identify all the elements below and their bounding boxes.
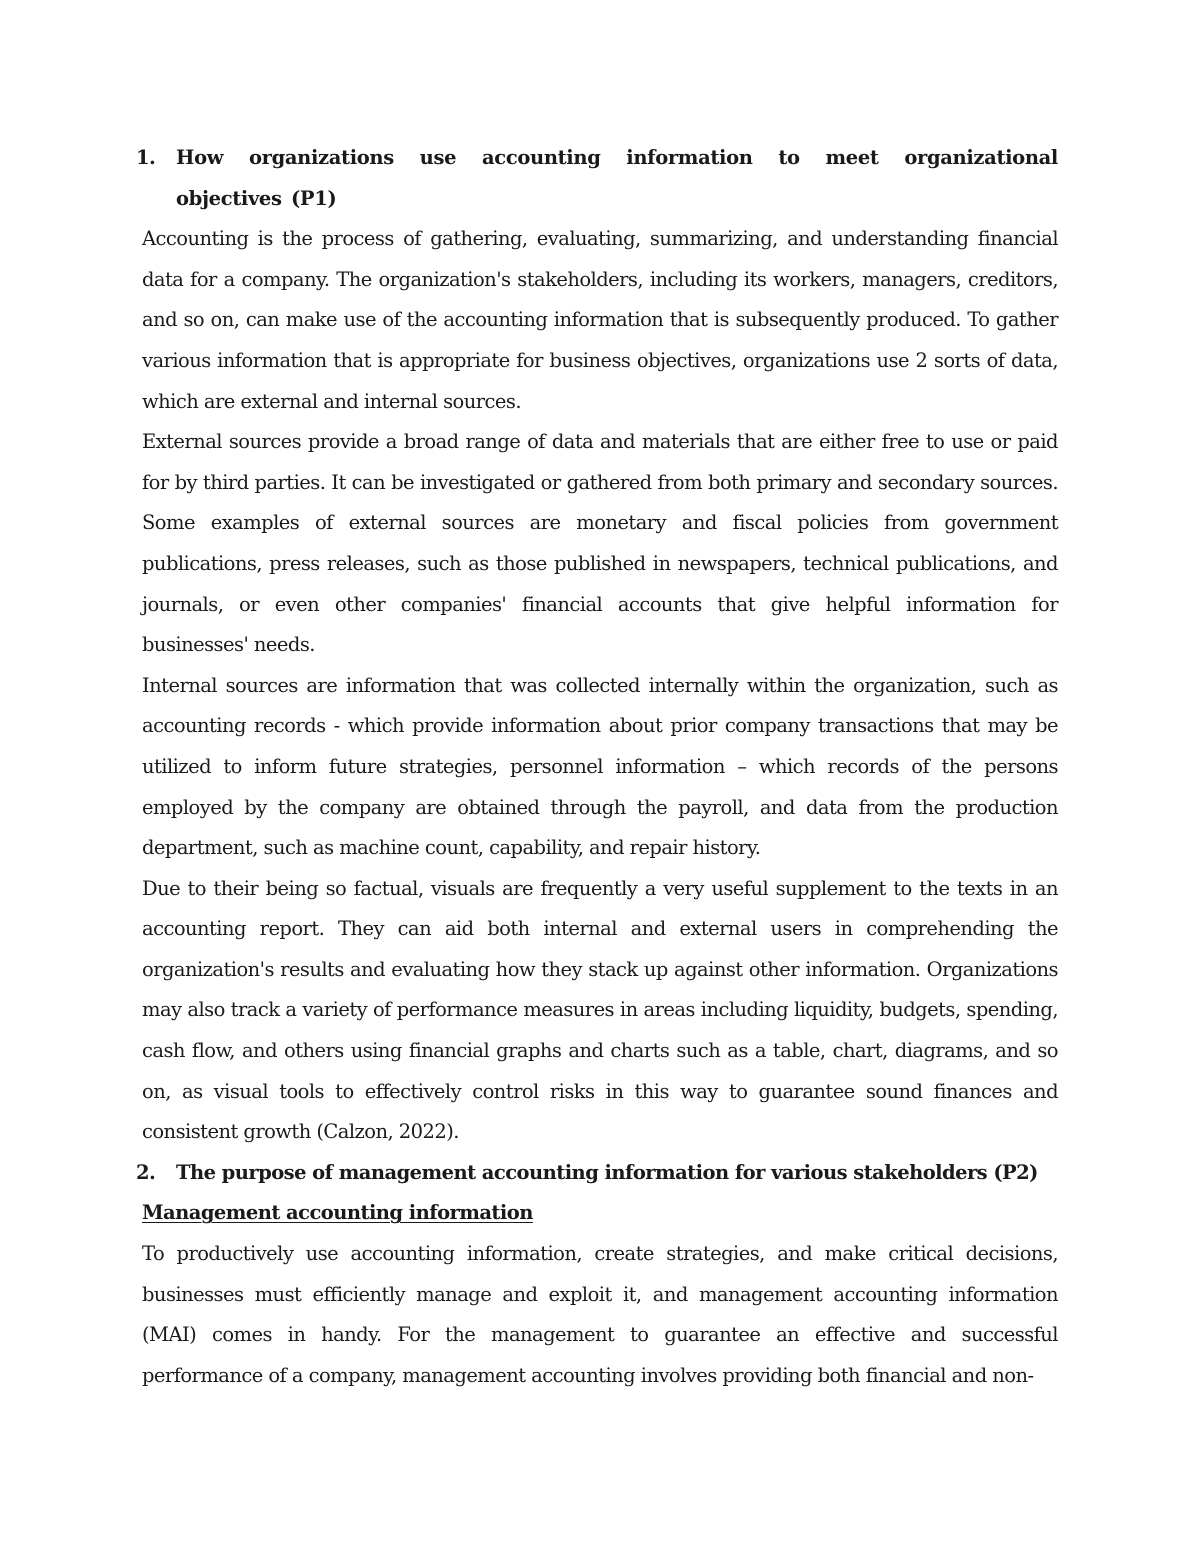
paragraph-accounting-definition: Accounting is the process of gathering, evaluating, summarizing, and understanding financial data for a company. The organization's stakeholders, including its workers, managers, creditors, and so on, can make use of the accounting information that is subsequently produced. To gather various information that is appropriate for business objectives, organizations use 2 sorts of data, which are external and internal sources. [142, 227, 1058, 413]
section-2-number: 2. [136, 1160, 156, 1184]
section-2-heading [136, 1153, 1058, 1194]
section-1-title: How organizations use accounting information to meet organizational objectives (P1) [176, 146, 1058, 210]
paragraph-internal-sources: Internal sources are information that was collected internally within the organization, such as accounting records - which provide information about prior company transactions that may be utilized to inform future strategies, personnel information – which records of the persons employed by the company are obtained through the payroll, and data from the production department, such as machine count, capability, and repair history. [142, 673, 1058, 860]
paragraph-mai: To productively use accounting information, create strategies, and make critical decisions, businesses must efficiently manage and exploit it, and management accounting information (MAI) comes in handy. For the management to guarantee an effective and successful performance of a company, management accounting involves providing both financial and non- [142, 1242, 1058, 1387]
section-1-number: 1. [136, 146, 156, 169]
paragraph-external-sources: External sources provide a broad range of data and materials that are either free to use or paid for by third parties. It can be investigated or gathered from both primary and secondary sources. Some examples of external sources are monetary and fiscal policies from government publications, press releases, such as those published in newspapers, technical publications, and journals, or even other companies' financial accounts that give helpful information for businesses' needs. [142, 430, 1058, 657]
paragraph-visuals: Due to their being so factual, visuals are frequently a very useful supplement to the texts in an accounting report. They can aid both internal and external users in comprehending the organization's results and evaluating how they stack up against other information. Organizations may also track a variety of performance measures in areas including liquidity, budgets, spending, cash flow, and others using financial graphs and charts such as a table, chart, diagrams, and so on, as visual tools to effectively control risks in this way to guarantee sound finances and consistent growth (Calzon, 2022). [142, 876, 1058, 1144]
section-1-heading [136, 138, 1058, 219]
subheading-management-accounting: Management accounting information [142, 1201, 533, 1225]
section-2-title: The purpose of management accounting information for various stakeholders (P2) [176, 1160, 1038, 1184]
document-body [136, 138, 1058, 1396]
